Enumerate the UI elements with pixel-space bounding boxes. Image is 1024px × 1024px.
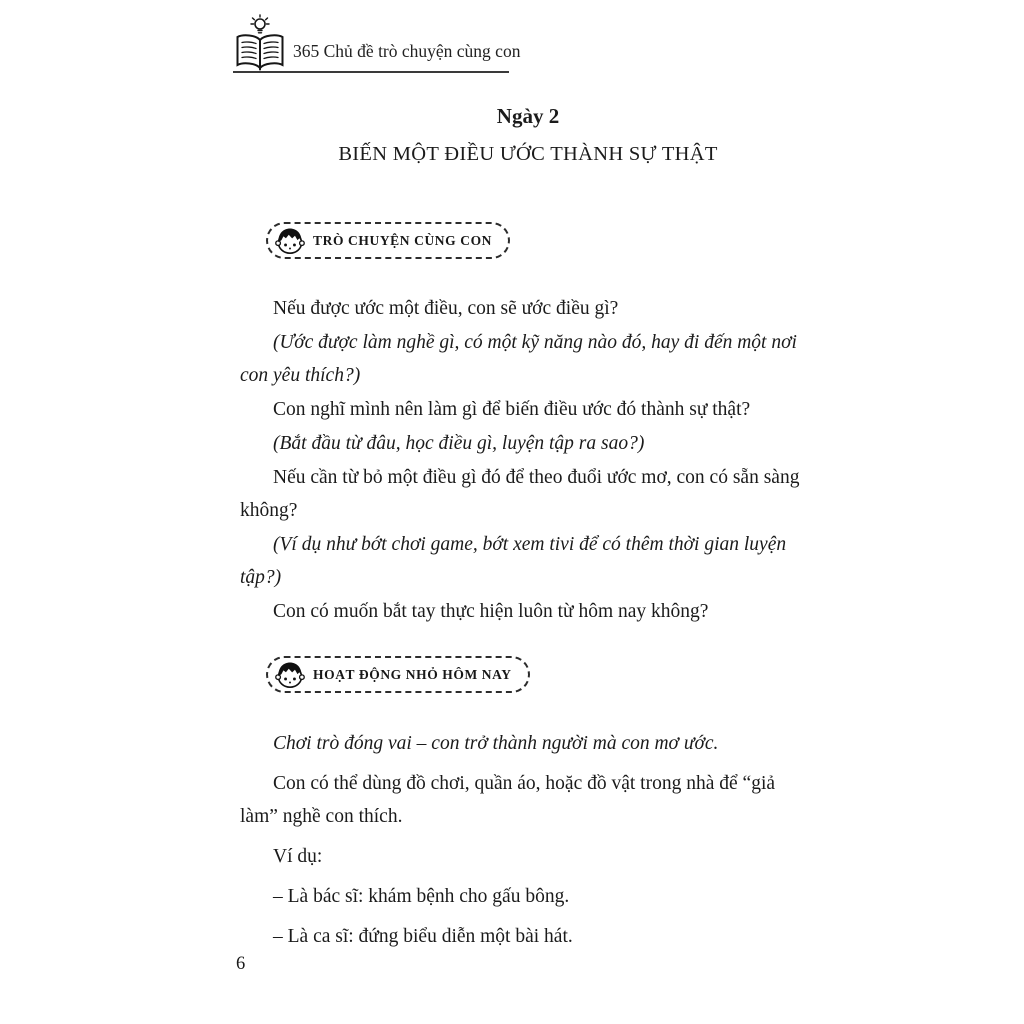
- boy-face-icon: [274, 660, 306, 689]
- activity-badge-label: HOẠT ĐỘNG NHỎ HÔM NAY: [313, 666, 512, 682]
- talk-section-badge: [266, 222, 510, 259]
- paragraph: Nếu được ước một điều, con sẽ ước điều gì?: [273, 298, 619, 319]
- paragraph: Con nghĩ mình nên làm gì để biến điều ước đó thành sự thật?: [273, 399, 751, 420]
- list-item-doctor: – Là bác sĩ: khám bệnh cho gấu bông.: [273, 886, 570, 907]
- talk-badge-label: TRÒ CHUYỆN CÙNG CON: [313, 232, 493, 248]
- paragraph: Con có thể dùng đồ chơi, quần áo, hoặc đồ vật trong nhà để “giả làm” nghề con thích.: [240, 773, 776, 827]
- paragraph: Chơi trò đóng vai – con trở thành người mà con mơ ước.: [273, 733, 719, 754]
- boy-face-icon: [274, 226, 306, 255]
- paragraph: Con có muốn bắt tay thực hiện luôn từ hôm nay không?: [273, 601, 709, 622]
- day-label: Ngày 2: [496, 104, 560, 128]
- page-number: 6: [236, 954, 246, 974]
- activity-paragraphs: [240, 727, 816, 953]
- paragraph: (Ước được làm nghề gì, có một kỹ năng nào đó, hay đi đến một nơi con yêu thích?): [240, 332, 797, 386]
- talk-paragraphs: [240, 292, 816, 628]
- paragraph: (Bắt đầu từ đâu, học điều gì, luyện tập ra sao?): [273, 433, 645, 454]
- day-title: BIẾN MỘT ĐIỀU ƯỚC THÀNH SỰ THẬT: [338, 143, 718, 165]
- page-content: [240, 0, 816, 960]
- paragraph: Nếu cần từ bỏ một điều gì đó để theo đuổi ước mơ, con có sẵn sàng không?: [240, 467, 800, 521]
- list-item-singer: – Là ca sĩ: đứng biểu diễn một bài hát.: [273, 926, 573, 947]
- paragraph: (Ví dụ như bớt chơi game, bớt xem tivi để có thêm thời gian luyện tập?): [240, 534, 787, 588]
- running-head-title: 365 Chủ đề trò chuyện cùng con: [293, 41, 521, 61]
- activity-section-badge: [266, 656, 530, 693]
- paragraph: Ví dụ:: [273, 846, 323, 867]
